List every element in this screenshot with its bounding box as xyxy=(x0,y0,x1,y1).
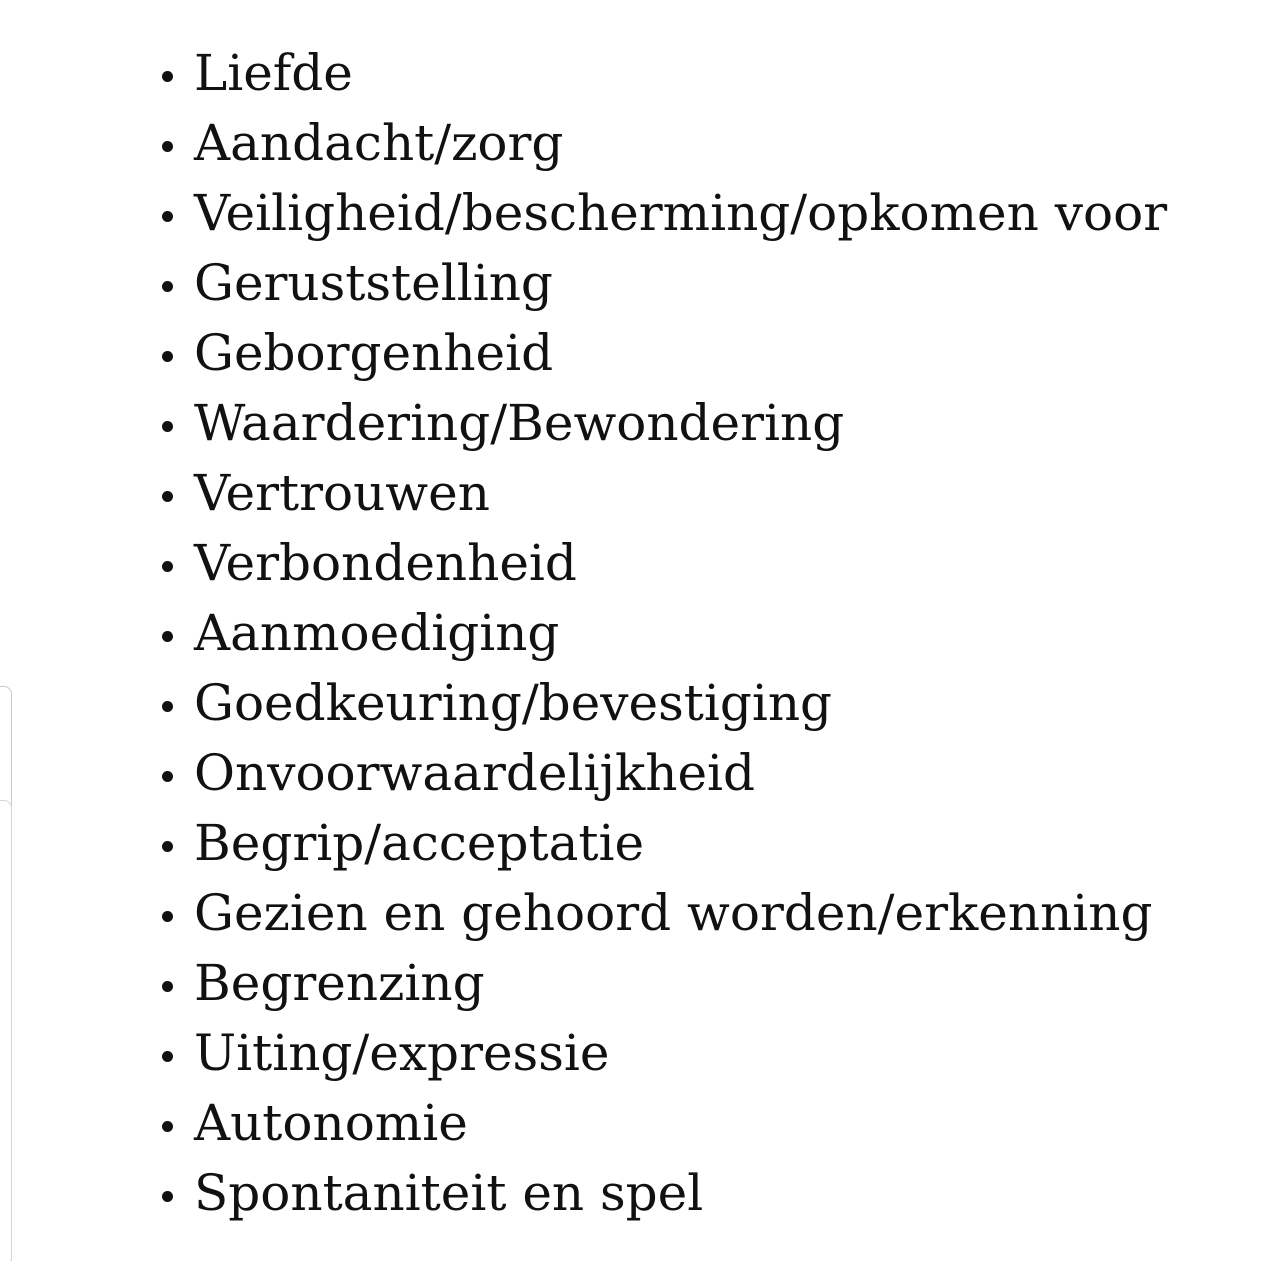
list-item xyxy=(0,808,1274,878)
list-item-text: Aandacht/zorg xyxy=(194,114,564,172)
bullet-icon xyxy=(162,141,173,152)
list-item-text: Vertrouwen xyxy=(194,464,490,522)
list-item-text: Begrip/acceptatie xyxy=(194,814,645,872)
bullet-icon xyxy=(162,71,173,82)
bullet-icon xyxy=(162,561,173,572)
list-item xyxy=(0,178,1274,248)
bullet-icon xyxy=(162,1121,173,1132)
list-item-text: Spontaniteit en spel xyxy=(194,1164,704,1222)
list-item-text: Veiligheid/bescherming/opkomen voor xyxy=(194,184,1168,242)
list-item-text: Waardering/Bewondering xyxy=(194,394,845,452)
list-item xyxy=(0,458,1274,528)
list-item-text: Geborgenheid xyxy=(194,324,554,382)
list-item xyxy=(0,738,1274,808)
list-item xyxy=(0,668,1274,738)
bullet-icon xyxy=(162,211,173,222)
list-item xyxy=(0,1018,1274,1088)
bullet-icon xyxy=(162,841,173,852)
list-item-text: Gezien en gehoord worden/erkenning xyxy=(194,884,1153,942)
list-item-text: Geruststelling xyxy=(194,254,553,312)
list-item-text: Onvoorwaardelijkheid xyxy=(194,744,756,802)
list-item-text: Verbondenheid xyxy=(194,534,577,592)
list-item xyxy=(0,948,1274,1018)
list-item-text: Uiting/expressie xyxy=(194,1024,610,1082)
list-item xyxy=(0,1088,1274,1158)
needs-list xyxy=(0,38,1274,1228)
list-item-text: Liefde xyxy=(194,44,353,102)
bullet-icon xyxy=(162,1191,173,1202)
list-item xyxy=(0,248,1274,318)
bullet-icon xyxy=(162,1051,173,1062)
bullet-icon xyxy=(162,911,173,922)
list-item xyxy=(0,108,1274,178)
list-item-text: Autonomie xyxy=(194,1094,468,1152)
list-item-text: Aanmoediging xyxy=(194,604,560,662)
bullet-icon xyxy=(162,701,173,712)
bullet-icon xyxy=(162,351,173,362)
list-item xyxy=(0,878,1274,948)
list-item xyxy=(0,388,1274,458)
list-item-text: Begrenzing xyxy=(194,954,485,1012)
list-item xyxy=(0,318,1274,388)
list-item xyxy=(0,1158,1274,1228)
bullet-icon xyxy=(162,771,173,782)
bullet-icon xyxy=(162,631,173,642)
bullet-icon xyxy=(162,981,173,992)
bullet-icon xyxy=(162,491,173,502)
list-item xyxy=(0,598,1274,668)
list-item xyxy=(0,528,1274,598)
list-item-text: Goedkeuring/bevestiging xyxy=(194,674,833,732)
bullet-icon xyxy=(162,421,173,432)
bullet-icon xyxy=(162,281,173,292)
list-item xyxy=(0,38,1274,108)
